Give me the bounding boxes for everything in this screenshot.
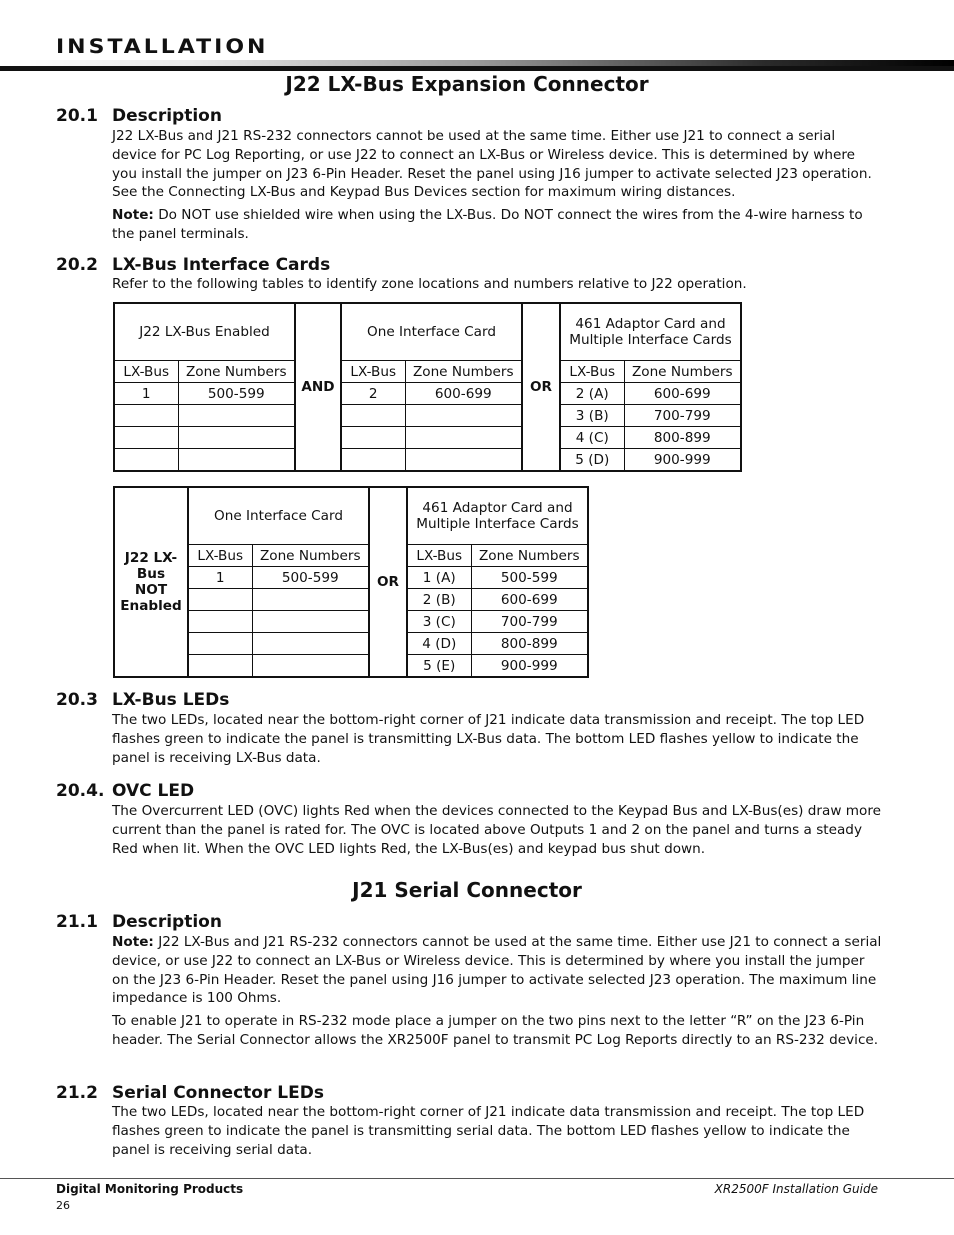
- table-cell: [405, 427, 522, 449]
- table-cell: 500-599: [471, 567, 588, 589]
- table-cell: [178, 427, 295, 449]
- section-header-word: INSTALLATION: [56, 36, 269, 59]
- section-21-1-note: [112, 933, 882, 1008]
- table-cell: [252, 655, 369, 678]
- section-number: 20.1: [56, 106, 98, 126]
- col-zones: Zone Numbers: [471, 545, 588, 567]
- table-cell: [188, 633, 252, 655]
- section-title: Description: [112, 106, 222, 126]
- table-cell: 600-699: [471, 589, 588, 611]
- col-zones: Zone Numbers: [252, 545, 369, 567]
- table-cell: 600-699: [405, 383, 522, 405]
- table-cell: 900-999: [624, 449, 741, 472]
- col-zones: Zone Numbers: [405, 361, 522, 383]
- table-cell: [178, 449, 295, 472]
- section-number: 20.3: [56, 690, 98, 710]
- section-title: Description: [112, 912, 222, 932]
- table-cell: 700-799: [471, 611, 588, 633]
- table-cell: [252, 589, 369, 611]
- and-label: AND: [295, 303, 341, 471]
- section-21-2-heading: [56, 1083, 324, 1103]
- table-cell: 800-899: [471, 633, 588, 655]
- section-21-1-text: To enable J21 to operate in RS-232 mode place a jumper on the two pins next to the letter “R” on the J23 6-Pin header. The Serial Connector allows the XR2500F panel to transmit PC Log Reports directly to an RS-232 device.: [112, 1013, 879, 1048]
- table-cell: 500-599: [178, 383, 295, 405]
- table-cell: [188, 611, 252, 633]
- table-cell: 500-599: [252, 567, 369, 589]
- section-20-3-text: The two LEDs, located near the bottom-right corner of J21 indicate data transmission and receipt. The top LED flashes green to indicate the panel is transmitting LX-Bus data. The bottom LED flashes yellow to indicate the panel is receiving LX-Bus data.: [112, 712, 865, 766]
- table-cell: 600-699: [624, 383, 741, 405]
- section-title: OVC LED: [112, 781, 195, 801]
- table-cell: 3 (B): [560, 405, 624, 427]
- table-cell: 1: [114, 383, 178, 405]
- table-cell: 900-999: [471, 655, 588, 678]
- j22-title: J22 LX-Bus Expansion Connector: [285, 72, 649, 96]
- or-label: OR: [369, 487, 407, 677]
- section-20-1-text: J22 LX-Bus and J21 RS-232 connectors cannot be used at the same time. Either use J21 to connect a serial device for PC Log Reporting, or use J22 to connect an LX-Bus or Wireless device. This is determined by where you install the jumper on J23 6-Pin Header. Reset the panel using J16 jumper to activate selected J23 operation. See the Connecting LX-Bus and Keypad Bus Devices section for maximum wiring distances.: [112, 128, 872, 201]
- table-cell: 5 (D): [560, 449, 624, 472]
- table-cell: 4 (D): [407, 633, 471, 655]
- col-lxbus: LX-Bus: [407, 545, 471, 567]
- j21-title: J21 Serial Connector: [352, 878, 582, 902]
- table-cell: [188, 589, 252, 611]
- one-card-header: One Interface Card: [341, 303, 522, 361]
- zone-table-lxbus-enabled: [113, 302, 742, 472]
- table-cell: 1 (A): [407, 567, 471, 589]
- table-cell: [341, 449, 405, 472]
- table-cell: [114, 449, 178, 472]
- header-rule: [0, 66, 954, 71]
- section-20-1-note: [112, 206, 882, 244]
- table-cell: 3 (C): [407, 611, 471, 633]
- adaptor-header: 461 Adaptor Card and Multiple Interface Cards: [407, 487, 588, 545]
- one-card-header: One Interface Card: [188, 487, 369, 545]
- section-21-1-heading: [56, 912, 222, 932]
- table-cell: 5 (E): [407, 655, 471, 678]
- table-cell: [252, 633, 369, 655]
- page-number: 26: [56, 1199, 70, 1212]
- zone-table-lxbus-not-enabled: [113, 486, 589, 678]
- col-zones: Zone Numbers: [624, 361, 741, 383]
- adaptor-header: 461 Adaptor Card and Multiple Interface Cards: [560, 303, 741, 361]
- table-cell: 700-799: [624, 405, 741, 427]
- col-lxbus: LX-Bus: [341, 361, 405, 383]
- table-cell: [252, 611, 369, 633]
- section-20-1-heading: [56, 106, 222, 126]
- footer-rule: [0, 1178, 954, 1179]
- table-cell: [405, 405, 522, 427]
- section-title: LX-Bus LEDs: [112, 690, 230, 710]
- table-cell: [114, 427, 178, 449]
- or-label: OR: [522, 303, 560, 471]
- col-lxbus: LX-Bus: [188, 545, 252, 567]
- section-20-2-text: Refer to the following tables to identify zone locations and numbers relative to J22 operation.: [112, 276, 747, 292]
- table-cell: 1: [188, 567, 252, 589]
- table-cell: 800-899: [624, 427, 741, 449]
- footer-company: Digital Monitoring Products: [56, 1182, 244, 1196]
- not-enabled-label: J22 LX-Bus NOT Enabled: [114, 487, 188, 677]
- table-cell: [114, 405, 178, 427]
- table-cell: [341, 405, 405, 427]
- section-20-4-heading: [56, 781, 194, 801]
- section-number: 21.2: [56, 1083, 98, 1103]
- note-label: Note:: [112, 934, 154, 950]
- col-lxbus: LX-Bus: [560, 361, 624, 383]
- enabled-header: J22 LX-Bus Enabled: [114, 303, 295, 361]
- section-title: Serial Connector LEDs: [112, 1083, 324, 1103]
- section-title: LX-Bus Interface Cards: [112, 255, 331, 275]
- table-cell: 2 (B): [407, 589, 471, 611]
- section-20-4-text: The Overcurrent LED (OVC) lights Red when the devices connected to the Keypad Bus and LX-Bus(es) draw more current than the panel is rated for. The OVC is located above Outputs 1 and 2 on the panel and turns a steady Red when lit. When the OVC LED lights Red, the LX-Bus(es) and keypad bus shut down.: [112, 803, 882, 857]
- table-cell: [178, 405, 295, 427]
- table-cell: 2: [341, 383, 405, 405]
- note-text: J22 LX-Bus and J21 RS-232 connectors cannot be used at the same time. Either use J21 to connect a serial device, or use J22 to connect an LX-Bus or Wireless device. This is determined by where you install the jumper on the J23 6-Pin Header. Reset the panel using J16 jumper to activate selected J23 operation. The maximum line impedance is 100 Ohms.: [112, 934, 882, 1007]
- col-lxbus: LX-Bus: [114, 361, 178, 383]
- table-cell: [341, 427, 405, 449]
- footer-guide-title: XR2500F Installation Guide: [714, 1182, 878, 1196]
- section-number: 20.2: [56, 255, 98, 275]
- section-20-3-heading: [56, 690, 229, 710]
- section-21-2-text: The two LEDs, located near the bottom-right corner of J21 indicate data transmission and receipt. The top LED flashes green to indicate the panel is transmitting serial data. The bottom LED flashes yellow to indicate the panel is receiving serial data.: [112, 1104, 865, 1158]
- table-cell: 2 (A): [560, 383, 624, 405]
- col-zones: Zone Numbers: [178, 361, 295, 383]
- note-label: Note:: [112, 207, 154, 223]
- note-text: Do NOT use shielded wire when using the LX-Bus. Do NOT connect the wires from the 4-wire harness to the panel terminals.: [112, 207, 863, 242]
- table-cell: [188, 655, 252, 678]
- section-number: 20.4.: [56, 781, 105, 801]
- table-cell: 4 (C): [560, 427, 624, 449]
- table-cell: [405, 449, 522, 472]
- section-number: 21.1: [56, 912, 98, 932]
- section-20-2-heading: [56, 255, 330, 275]
